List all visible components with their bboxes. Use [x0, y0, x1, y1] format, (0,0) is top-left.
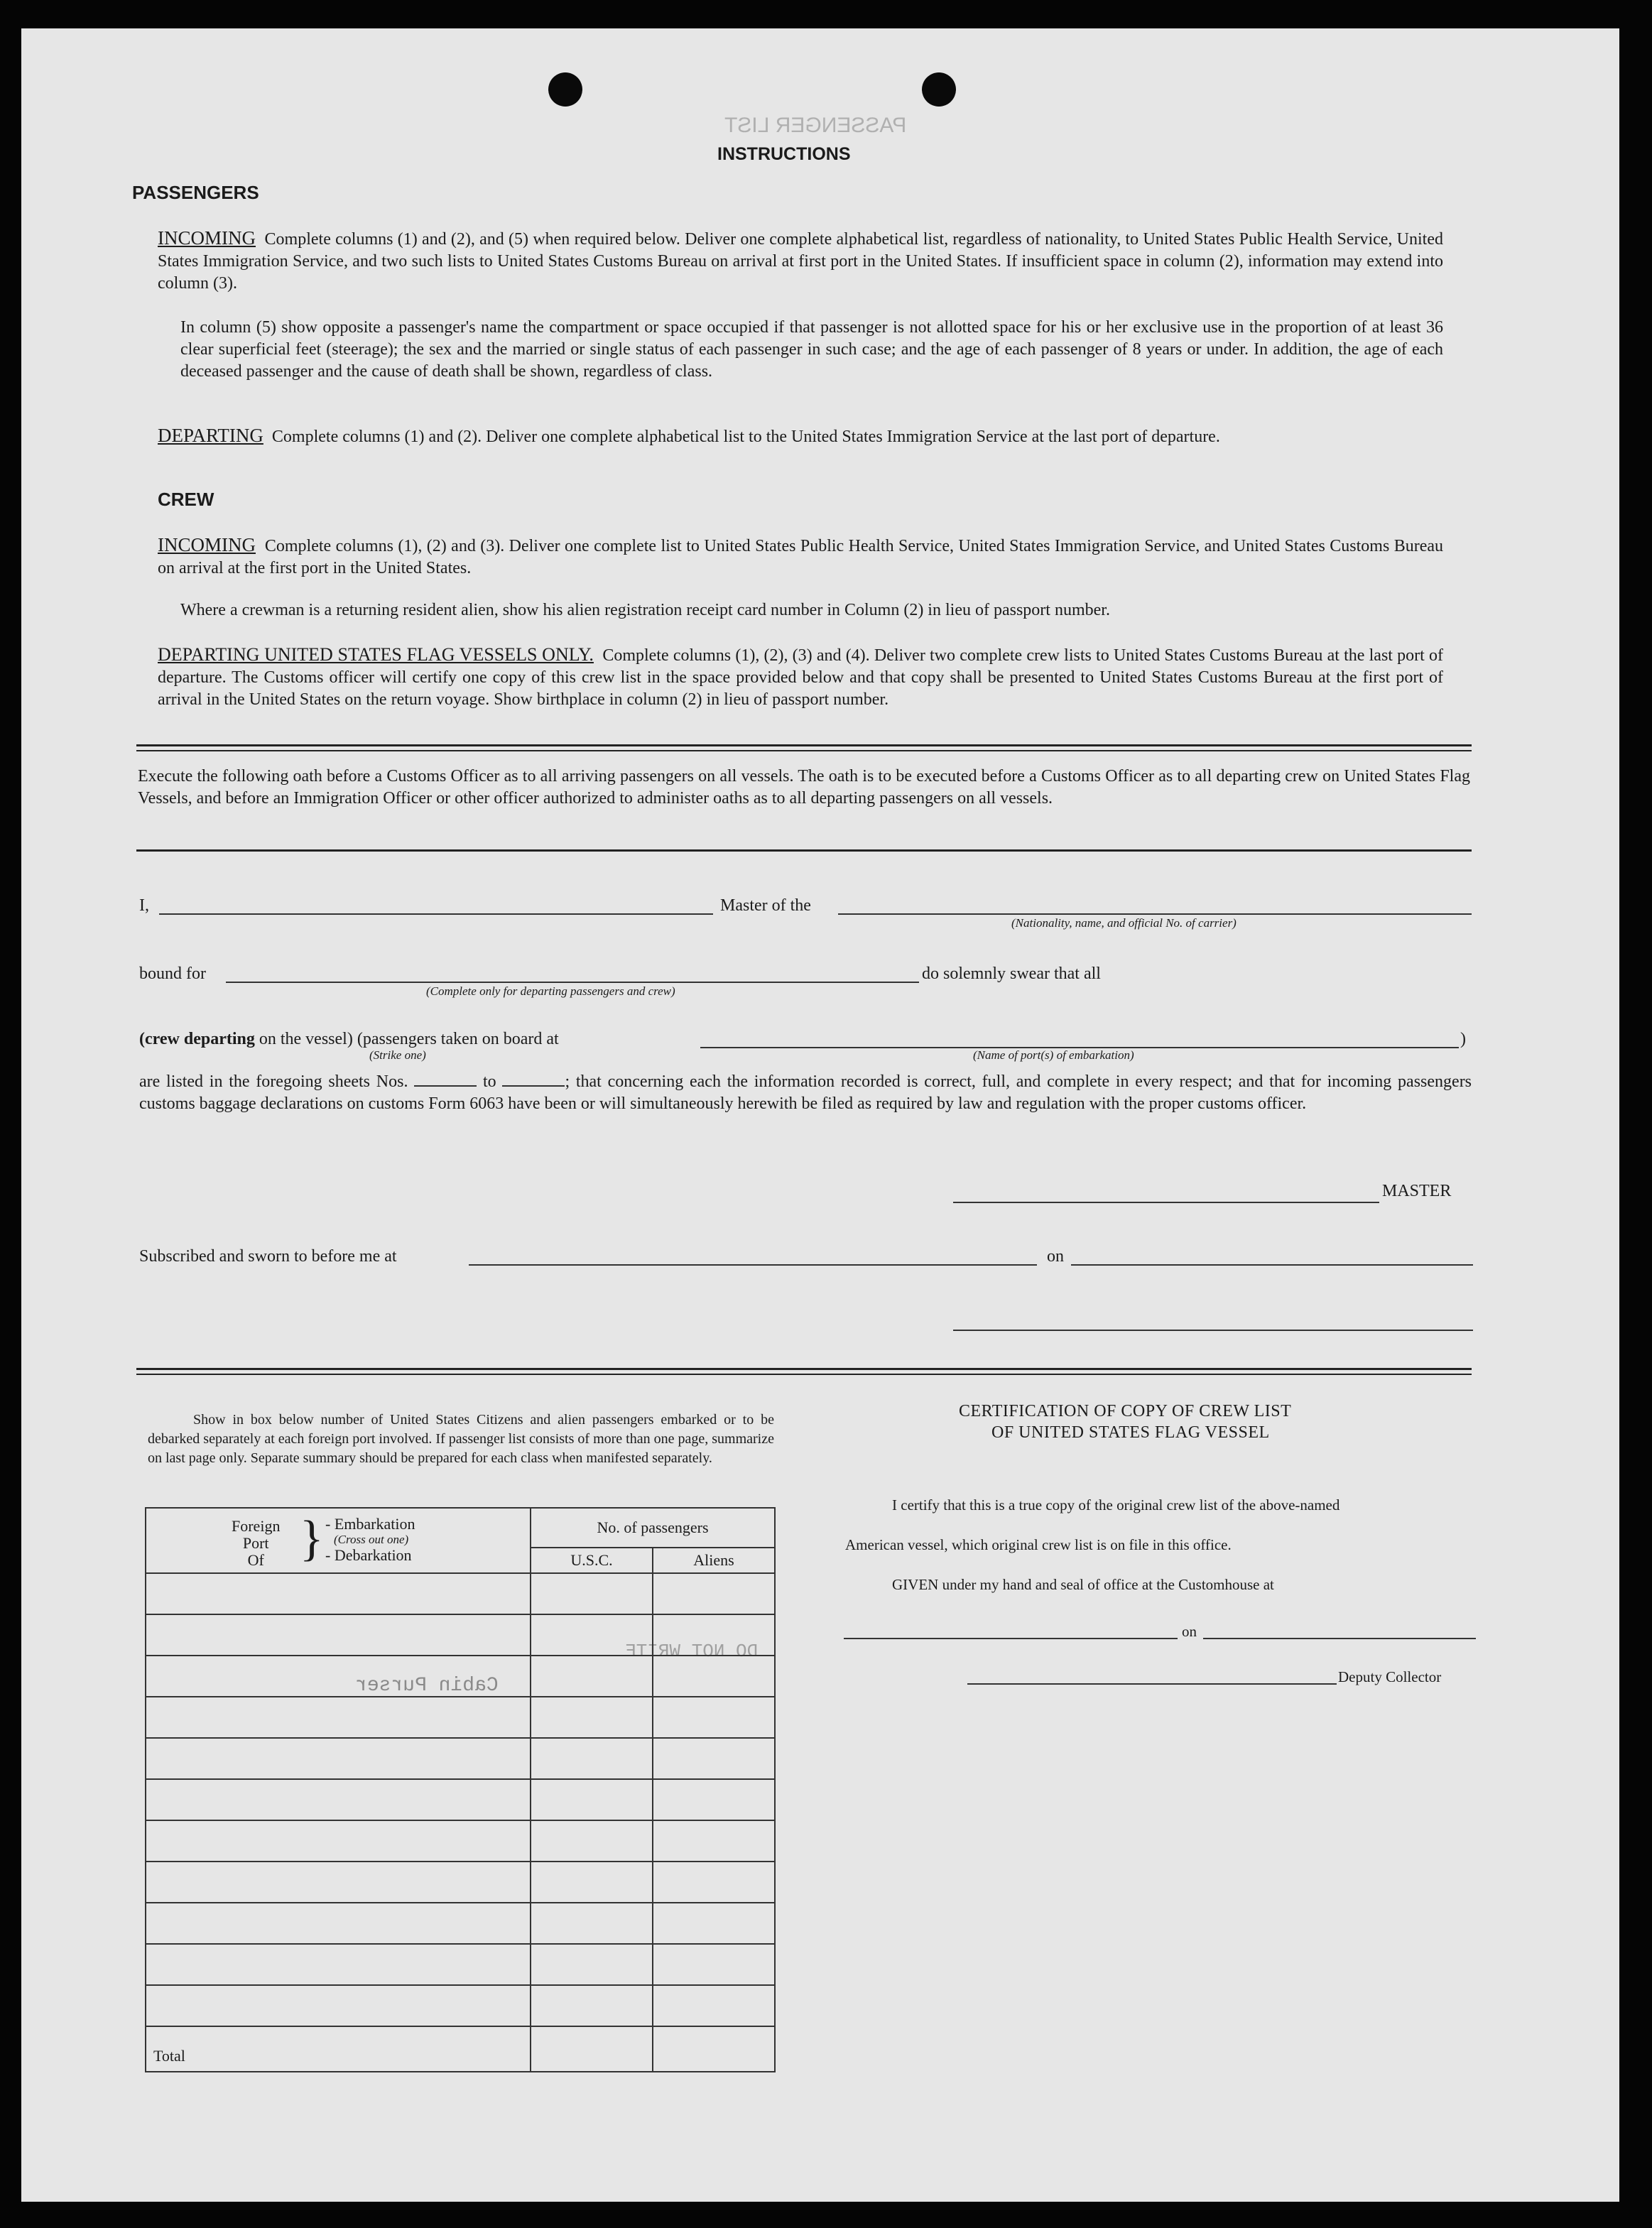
port-caption: (Name of port(s) of embarkation) [973, 1048, 1134, 1062]
embarkation-port-field[interactable] [700, 1028, 1459, 1048]
usc-cell[interactable] [531, 1985, 653, 2026]
passengers-incoming-text: Complete columns (1) and (2), and (5) when required below. Deliver one complete alphabetical list, regardless of nationality, to United States Public Health Service, United States Immigration Service, and two such lists to United States Customs Bureau on arrival at first port in the United States. If insufficient space in column (2), information may extend into column (3). [158, 230, 1444, 293]
bleed-through-title: PASSENGER LIST [724, 114, 907, 137]
aliens-cell[interactable] [653, 1779, 775, 1820]
table-row[interactable] [146, 1614, 531, 1656]
customhouse-field[interactable] [844, 1624, 1178, 1639]
punch-hole-left [548, 72, 582, 107]
punch-hole-right [922, 72, 956, 107]
certify-line-1: I certify that this is a true copy of the original crew list of the above-named [892, 1496, 1340, 1514]
passengers-departing-label: DEPARTING [158, 425, 263, 446]
sworn-location-field[interactable] [469, 1246, 1037, 1266]
table-row[interactable] [146, 1903, 531, 1944]
summary-instruction: Show in box below number of United States Citizens and alien passengers embarked or to be debarked separately at each foreign port involved. If passenger list consists of more than one page, summarize on last page only. Separate summary should be prepared for each class when manifested separately. [148, 1412, 774, 1466]
close-paren: ) [1460, 1030, 1466, 1048]
sheet-to-field[interactable] [502, 1071, 565, 1087]
of-label: Of [247, 1551, 264, 1569]
oath-intro: Execute the following oath before a Customs Officer as to all arriving passengers on all vessels. The oath is to be executed before a Customs Officer as to all departing crew on United States Flag Vessels, and before an Immigration Officer or other officer authorized to administer oaths as to all departing passengers on all vessels. [138, 767, 1470, 808]
on-the-vessel-text: on the vessel) [259, 1030, 353, 1048]
usc-cell[interactable] [531, 1862, 653, 1903]
nationality-caption: (Nationality, name, and official No. of carrier) [1011, 916, 1237, 930]
crew-section-title: CREW [158, 489, 214, 510]
solemnly-swear-text: do solemnly swear that all [922, 964, 1101, 983]
deputy-collector-label: Deputy Collector [1338, 1668, 1442, 1685]
usc-cell[interactable] [531, 1614, 653, 1656]
total-aliens-cell[interactable] [653, 2026, 775, 2072]
oath-i-label: I, [139, 896, 149, 915]
usc-header: U.S.C. [531, 1548, 653, 1573]
passengers-column5-text: In column (5) show opposite a passenger's name the compartment or space occupied if that passenger is not allotted space for his or her exclusive use in the proportion of at least 36 clear superficial feet (steerage); the sex and the married or single status of each passenger in such case; and the age of each passenger of 8 years or under. In addition, the age of each deceased passenger and the cause of death shall be shown, regardless of class. [180, 318, 1443, 381]
sworn-date-field[interactable] [1071, 1246, 1473, 1266]
passengers-departing-block [158, 425, 1443, 448]
aliens-cell[interactable] [653, 1862, 775, 1903]
crew-departing-label: DEPARTING UNITED STATES FLAG VESSELS ONLY. [158, 644, 594, 665]
officer-signature-field[interactable] [953, 1311, 1473, 1331]
no-of-passengers-header: No. of passengers [531, 1508, 775, 1548]
usc-cell[interactable] [531, 1944, 653, 1985]
bleed-through-cabin-purser: Cabin Purser [355, 1675, 499, 1697]
oath-divider [136, 849, 1472, 852]
master-label: MASTER [1382, 1182, 1452, 1200]
sworn-on-label: on [1047, 1247, 1064, 1266]
aliens-cell[interactable] [653, 1903, 775, 1944]
port-label: Port [242, 1534, 269, 1552]
certify-line-2: American vessel, which original crew list is on file in this office. [845, 1536, 1232, 1553]
section-divider-bottom-2 [136, 1374, 1472, 1375]
aliens-cell[interactable] [653, 1985, 775, 2026]
usc-cell[interactable] [531, 1820, 653, 1862]
aliens-cell[interactable] [653, 1738, 775, 1779]
bound-for-caption: (Complete only for departing passengers and crew) [426, 984, 675, 998]
section-divider-top [136, 744, 1472, 746]
table-row[interactable] [146, 1656, 531, 1697]
aliens-cell[interactable] [653, 1614, 775, 1656]
certification-date-field[interactable] [1203, 1624, 1476, 1639]
passengers-incoming-block [158, 227, 1443, 295]
listed-prefix: are listed in the foregoing sheets Nos. [139, 1072, 408, 1091]
table-row[interactable] [146, 1820, 531, 1862]
usc-cell[interactable] [531, 1697, 653, 1738]
listed-suffix: ; that concerning each the information recorded is correct, full, and complete in every respect; and that for incoming passengers customs baggage declarations on customs Form 6063 have been or will simultaneously herewith be filed as required by law and regulation with the proper customs officer. [139, 1072, 1472, 1113]
usc-cell[interactable] [531, 1779, 653, 1820]
table-row[interactable] [146, 1985, 531, 2026]
crew-incoming-text: Complete columns (1), (2) and (3). Deliver one complete list to United States Public Health Service, United States Immigration Service, and United States Customs Bureau on arrival at the first port in the United States. [158, 537, 1444, 577]
usc-cell[interactable] [531, 1573, 653, 1614]
table-row[interactable] [146, 1697, 531, 1738]
brace-glyph: } [300, 1511, 324, 1566]
to-label: to [483, 1072, 496, 1091]
foreign-label: Foreign [232, 1517, 281, 1535]
table-row[interactable] [146, 1573, 531, 1614]
passengers-departing-text: Complete columns (1) and (2). Deliver one complete alphabetical list to the United States Immigration Service at the last port of departure. [271, 428, 1220, 446]
bound-for-label: bound for [139, 964, 206, 983]
crew-departing-text: Complete columns (1), (2), (3) and (4). Deliver two complete crew lists to United States Customs Bureau at the last port of departure. The Customs officer will certify one copy of this crew list in the space provided below and that copy shall be presented to United States Customs Bureau at the first port of arrival in the United States on the return voyage. Show birthplace in column (2) in lieu of passport number. [158, 646, 1443, 709]
crew-departing-block [158, 643, 1443, 711]
port-header-cell [146, 1508, 531, 1573]
table-row[interactable] [146, 1738, 531, 1779]
page-heading: INSTRUCTIONS [717, 144, 851, 164]
master-of-the-label: Master of the [720, 896, 811, 915]
aliens-cell[interactable] [653, 1944, 775, 1985]
given-line: GIVEN under my hand and seal of office at the Customhouse at [892, 1576, 1274, 1593]
usc-cell[interactable] [531, 1738, 653, 1779]
embarkation-label: - Embarkation [325, 1515, 415, 1533]
table-row[interactable] [146, 1779, 531, 1820]
certification-on-label: on [1182, 1623, 1197, 1640]
aliens-header: Aliens [653, 1548, 775, 1573]
crew-incoming-block [158, 534, 1443, 580]
aliens-cell[interactable] [653, 1573, 775, 1614]
bound-for-field[interactable] [226, 963, 919, 983]
total-usc-cell[interactable] [531, 2026, 653, 2072]
table-row[interactable] [146, 1862, 531, 1903]
sheet-from-field[interactable] [414, 1071, 477, 1087]
passenger-summary-table [145, 1507, 776, 2072]
debarkation-label: - Debarkation [325, 1546, 412, 1564]
total-label-cell: Total [146, 2026, 531, 2072]
subscribed-label: Subscribed and sworn to before me at [139, 1247, 397, 1266]
usc-cell[interactable] [531, 1656, 653, 1697]
section-divider-bottom [136, 1368, 1472, 1370]
carrier-field[interactable] [838, 895, 1472, 915]
certification-title-1: CERTIFICATION OF COPY OF CREW LIST [959, 1402, 1292, 1420]
section-divider-top-2 [136, 750, 1472, 751]
passengers-taken-text: (passengers taken on board at [357, 1030, 559, 1048]
cross-out-label: (Cross out one) [334, 1533, 409, 1546]
aliens-cell[interactable] [653, 1820, 775, 1862]
master-name-field[interactable] [159, 895, 713, 915]
aliens-cell[interactable] [653, 1697, 775, 1738]
crew-departing-bold: (crew departing [139, 1030, 255, 1048]
passengers-incoming-label: INCOMING [158, 227, 256, 249]
passengers-section-title: PASSENGERS [132, 182, 259, 203]
oath-line-3 [139, 1028, 559, 1050]
table-row[interactable] [146, 1944, 531, 1985]
deputy-signature-field[interactable] [967, 1669, 1337, 1685]
bleed-through-do-not: DO NOT WRITE [625, 1641, 759, 1662]
crew-resident-text: Where a crewman is a returning resident alien, show his alien registration receipt card number in Column (2) in lieu of passport number. [180, 601, 1110, 619]
master-signature-field[interactable] [953, 1183, 1379, 1203]
usc-cell[interactable] [531, 1903, 653, 1944]
certification-title-2: OF UNITED STATES FLAG VESSEL [991, 1423, 1270, 1442]
oath-sheets-block [139, 1071, 1472, 1115]
aliens-cell[interactable] [653, 1656, 775, 1697]
strike-one-caption: (Strike one) [369, 1048, 426, 1062]
crew-incoming-label: INCOMING [158, 534, 256, 555]
